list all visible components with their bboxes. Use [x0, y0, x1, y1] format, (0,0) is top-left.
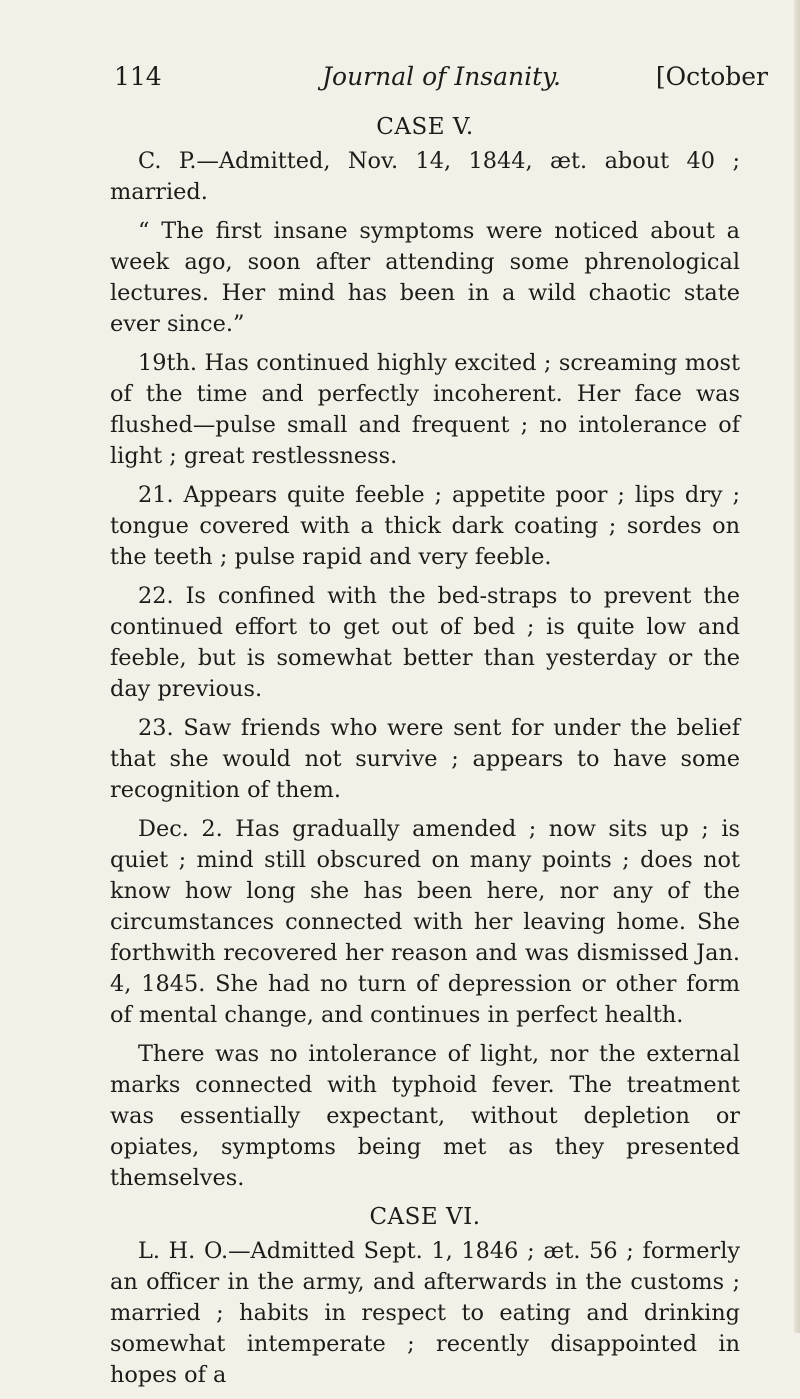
journal-title: Journal of Insanity. [322, 62, 561, 91]
case-5-entry-22: 22. Is confined with the bed-straps to prevent the continued effort to get out of bed ; is quite low and feeble, but is somewhat better than yesterday or the day previous. [110, 583, 740, 702]
case-6-heading: CASE VI. [369, 1204, 481, 1230]
case-5-entry-dec-2: Dec. 2. Has gradually amended ; now sits up ; is quiet ; mind still obscured on many points ; does not know how long she has been here, nor any of the circumstances connected with her leaving home. She forthwith recovered her reason and was dismissed Jan. 4, 1845. She had no turn of depression or other form of mental change, and continues in perfect health. [110, 816, 740, 1028]
case-5-entry-23: 23. Saw friends who were sent for under the belief that she would not survive ; appears to have some recognition of them. [110, 715, 740, 803]
case-5-entry-19th: 19th. Has continued highly excited ; screaming most of the time and perfectly incoherent. Her face was flushed—pulse small and frequent ; no intolerance of light ; great restlessness. [110, 350, 740, 469]
case-5-admission: C. P.—Admitted, Nov. 14, 1844, æt. about 40 ; married. [110, 148, 740, 205]
issue-month: [October [655, 62, 768, 91]
page-number: 114 [114, 62, 162, 91]
case-5-history-quote: “ The first insane symptoms were noticed about a week ago, soon after attending some phrenological lectures. Her mind has been in a wild chaotic state ever since.” [110, 218, 740, 337]
running-head [108, 62, 768, 102]
case-5-entry-21: 21. Appears quite feeble ; appetite poor ; lips dry ; tongue covered with a thick dark coating ; sordes on the teeth ; pulse rapid and very feeble. [110, 482, 740, 570]
page-edge [794, 0, 800, 1333]
case-5-remarks: There was no intolerance of light, nor the external marks connected with typhoid fever. The treatment was essentially expectant, without depletion or opiates, symptoms being met as they presented themselves. [110, 1041, 740, 1191]
case-6-admission: L. H. O.—Admitted Sept. 1, 1846 ; æt. 56 ; formerly an officer in the army, and afterwards in the customs ; married ; habits in respect to eating and drinking somewhat intemperate ; recently disappointed in hopes of a [110, 1238, 740, 1388]
article-text [110, 112, 740, 1399]
case-5-heading: CASE V. [376, 114, 474, 140]
